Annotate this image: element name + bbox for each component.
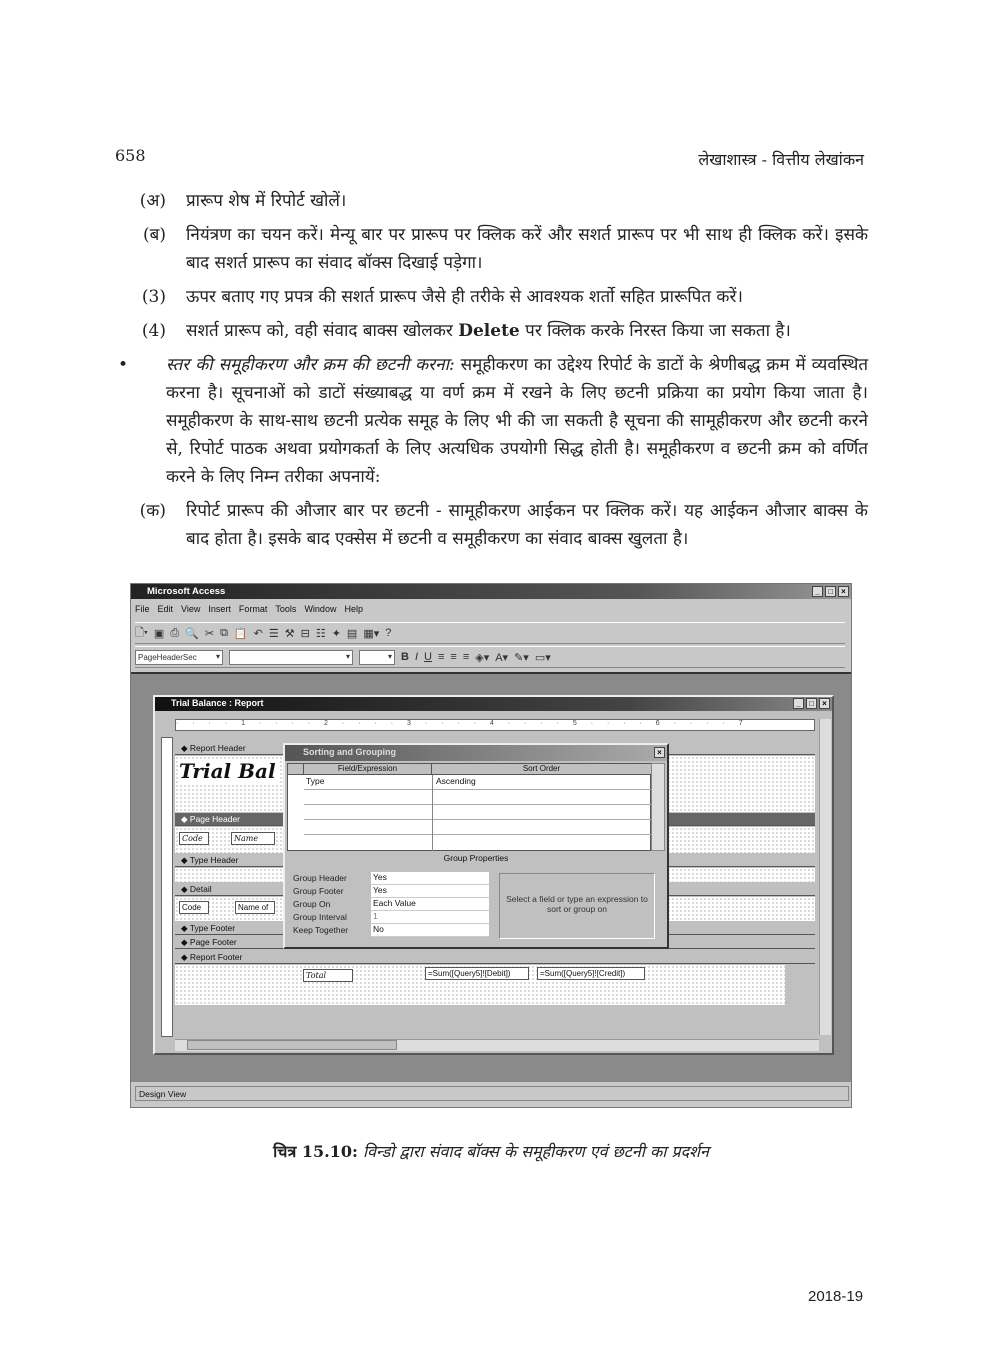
item-text [186, 317, 868, 345]
help-icon[interactable]: ? [385, 627, 392, 639]
menu-file[interactable]: File [135, 604, 150, 614]
text: सशर्त प्रारूप को, वही संवाद बाक्स खोलकर [186, 321, 453, 341]
list-item [118, 283, 868, 311]
status-bar: Design View [135, 1086, 849, 1101]
dialog-hint: Select a field or type an expression to sort or group on [499, 873, 655, 939]
object-combo[interactable]: PageHeaderSec ▾ [135, 650, 223, 665]
group-interval-value[interactable]: 1 [371, 911, 489, 924]
section-type-footer[interactable]: ◆ Type Footer [175, 922, 815, 935]
italic-icon[interactable]: I [414, 651, 419, 663]
app-titlebar [131, 584, 851, 599]
align-right-icon[interactable]: ≡ [462, 651, 470, 663]
menu-format[interactable]: Format [238, 604, 268, 614]
mdi-workspace [131, 672, 851, 1082]
new-object-icon[interactable]: ▦▾ [363, 627, 380, 640]
list-item [118, 317, 868, 345]
item-label: (अ) [139, 191, 166, 211]
report-window [153, 695, 834, 1055]
view-icon[interactable]: 🗋▾ [135, 626, 148, 639]
dialog-titlebar [285, 745, 667, 761]
access-screenshot [130, 583, 852, 1108]
undo-icon[interactable]: ↶ [253, 627, 263, 640]
menu-edit[interactable]: Edit [157, 604, 174, 614]
section-label: Page Footer [189, 937, 237, 947]
close-icon[interactable]: × [838, 586, 849, 597]
cut-icon[interactable]: ✂ [204, 627, 215, 640]
bold-icon[interactable]: B [401, 651, 409, 663]
list-item [118, 221, 868, 277]
menu-view[interactable]: View [181, 604, 201, 614]
table-row[interactable] [304, 791, 652, 805]
special-effect-icon[interactable]: ▭▾ [534, 651, 551, 664]
menu-tools[interactable]: Tools [275, 604, 297, 614]
code-field[interactable]: Code [179, 901, 209, 914]
save-icon[interactable]: ▣ [153, 627, 165, 640]
credit-sum-field[interactable]: =Sum([Query5]![Credit]) [537, 967, 645, 980]
report-footer-area [175, 965, 785, 1005]
debit-sum-field[interactable]: =Sum([Query5]![Debit]) [425, 967, 529, 980]
formatting-toolbar [135, 646, 845, 668]
group-footer-value[interactable]: Yes [371, 885, 489, 898]
text: समूहीकरण का उद्देश्य रिपोर्ट के डाटों के श्रेणीबद्ध क्रम में व्यवस्थित करना है। सूचनाओं को डाटों संख्याबद्ध या वर्ण क्रम में रखने के लिए छटनी प्रक्रिया का प्रयोग किया जाता है। समूहीकरण के साथ-साथ छटनी प्रत्येक समूह के लिए भी की जा सकती है सूचना की सामूहीकरण और छटनी करने से, रिपोर्ट पाठक अथवा प्रयोगकर्ता के लिए अत्यधिक उपयोगी सिद्ध होती है। समूहीकरण व छटनी क्रम को वर्णित करने के लिए निम्न तरीका अपनायें: [166, 355, 869, 487]
menu-bar [135, 604, 363, 619]
align-center-icon[interactable]: ≡ [450, 651, 457, 663]
minimize-icon[interactable]: _ [812, 586, 823, 597]
caption-text: विन्डो द्वारा संवाद बॉक्स के समूहीकरण एवं छटनी का प्रदर्शन [362, 1142, 709, 1161]
column-header: Sort Order [432, 764, 652, 775]
dialog-title: Sorting and Grouping [303, 747, 396, 757]
field-cell[interactable]: Type [306, 776, 325, 786]
code-label[interactable]: Code [179, 832, 209, 845]
bold-text: Delete [458, 321, 520, 341]
paste-icon[interactable]: 📋 [233, 627, 248, 640]
section-page-header[interactable]: ◆ Page Header [175, 813, 815, 826]
report-titlebar [155, 697, 832, 711]
menu-insert[interactable]: Insert [208, 604, 231, 614]
section-label: Report Header [189, 743, 246, 753]
section-page-footer[interactable]: ◆ Page Footer [175, 936, 815, 949]
table-row[interactable] [304, 776, 652, 790]
item-text: नियंत्रण का चयन करें। मेन्यू बार पर प्रारूप पर क्लिक करें और सशर्त प्रारूप पर भी साथ ही क्लिक करें। इसके बाद सशर्त प्रारूप का संवाद बॉक्स दिखाई पड़ेगा। [186, 225, 868, 273]
total-label[interactable]: Total [303, 969, 353, 982]
list-item [118, 497, 868, 553]
app-title: Microsoft Access [147, 586, 226, 597]
sort-order-cell[interactable]: Ascending [436, 776, 476, 786]
item-text: ऊपर बताए गए प्रपत्र की सशर्त प्रारूप जैसे ही तरीके से आवश्यक शर्तो सहित प्रारूपित करें। [186, 287, 743, 307]
font-combo[interactable] [229, 650, 353, 665]
table-row[interactable] [304, 821, 652, 835]
build-icon[interactable]: ✦ [331, 627, 341, 640]
sorting-grouping-dialog [283, 743, 669, 949]
report-title-label[interactable]: Trial Bal [179, 759, 279, 785]
properties-icon[interactable]: ☷ [315, 627, 326, 640]
copy-icon[interactable]: ⧉ [220, 626, 228, 639]
group-properties-title: Group Properties [443, 853, 509, 863]
maximize-icon[interactable]: □ [825, 586, 836, 597]
edition-year: 2018-19 [808, 1288, 864, 1305]
running-head: लेखाशास्त्र - वित्तीय लेखांकन [698, 150, 864, 169]
sort-group-grid [287, 763, 651, 851]
property-label: Group Interval [293, 912, 347, 922]
vertical-scrollbar[interactable] [819, 719, 831, 1035]
section-report-footer[interactable]: ◆ Report Footer [175, 951, 815, 964]
font-color-icon[interactable]: A▾ [495, 651, 509, 664]
toolbox-icon[interactable]: ⚒ [284, 627, 295, 640]
list-item [118, 187, 868, 215]
table-row[interactable] [304, 806, 652, 820]
fill-color-icon[interactable]: ◈▾ [475, 651, 490, 664]
property-label: Keep Together [293, 925, 349, 935]
item-text [166, 351, 868, 491]
name-field[interactable]: Name of [235, 901, 275, 914]
preview-icon[interactable]: 🔍 [185, 627, 199, 640]
item-text: प्रारूप शेष में रिपोर्ट खोलें। [186, 191, 347, 211]
minimize-icon[interactable]: _ [793, 698, 804, 709]
keep-together-value[interactable]: No [371, 924, 489, 937]
bullet-heading: स्तर की समूहीकरण और क्रम की छटनी करना: [166, 355, 455, 375]
horizontal-ruler: · · · · 1 · · · · 2 · · · · 3 · · · · 4 · · · · 5 · · · · 6 · · · · 7 [175, 719, 815, 731]
column-header: Field/Expression [304, 764, 432, 775]
align-left-icon[interactable]: ≡ [437, 651, 445, 663]
grid-scrollbar[interactable] [651, 763, 665, 851]
close-icon[interactable]: × [654, 747, 665, 758]
underline-icon[interactable]: U [424, 651, 432, 663]
property-label: Group Footer [293, 886, 344, 896]
item-label: (4) [141, 321, 166, 341]
item-label: (ब) [143, 225, 166, 245]
name-label[interactable]: Name [231, 832, 275, 845]
section-label: Detail [189, 884, 212, 894]
sorting-grouping-icon[interactable]: ⊟ [300, 627, 310, 640]
caption-label: चित्र 15.10: [273, 1142, 358, 1161]
page-number: 658 [115, 146, 146, 165]
line-color-icon[interactable]: ✎▾ [514, 651, 529, 664]
print-icon[interactable]: ⎙ [170, 626, 180, 639]
item-text: रिपोर्ट प्रारूप की औजार बार पर छटनी - सामूहीकरण आईकन पर क्लिक करें। यह आईकन औजार बाक्स के बाद होता है। इसके बाद एक्सेस में छटनी व समूहीकरण का संवाद बाक्स खुलता है। [186, 501, 868, 549]
report-title: Trial Balance : Report [171, 698, 264, 708]
section-label: Report Footer [189, 952, 243, 962]
text: पर क्लिक करके निरस्त किया जा सकता है। [525, 321, 791, 341]
column-divider [432, 775, 433, 851]
restore-icon[interactable]: □ [806, 698, 817, 709]
scroll-thumb[interactable] [187, 1040, 397, 1050]
report-design-toolbar [135, 622, 845, 644]
row-selector-header [288, 764, 304, 775]
field-list-icon[interactable]: ☰ [268, 627, 279, 640]
item-label: (क) [139, 501, 166, 521]
body-text [118, 187, 868, 559]
figure-caption [0, 1140, 982, 1162]
section-report-header[interactable]: ◆ Report Header [175, 742, 815, 755]
font-size-combo[interactable] [359, 650, 395, 665]
section-label: Type Header [189, 855, 239, 865]
vertical-ruler [161, 737, 173, 1037]
close-icon[interactable]: × [819, 698, 830, 709]
horizontal-scrollbar[interactable] [175, 1039, 819, 1051]
section-label: Type Footer [189, 923, 236, 933]
item-label: (3) [141, 287, 166, 307]
database-window-icon[interactable]: ▤ [346, 627, 358, 640]
bullet-item [118, 351, 868, 491]
bullet-marker: • [118, 355, 129, 375]
group-header-value[interactable]: Yes [371, 872, 489, 885]
section-detail[interactable]: ◆ Detail [175, 883, 815, 896]
section-label: Page Header [189, 814, 240, 824]
group-on-value[interactable]: Each Value [371, 898, 489, 911]
menu-help[interactable]: Help [344, 604, 363, 614]
menu-window[interactable]: Window [304, 604, 337, 614]
property-label: Group Header [293, 873, 347, 883]
property-label: Group On [293, 899, 331, 909]
section-type-header[interactable]: ◆ Type Header [175, 854, 815, 867]
